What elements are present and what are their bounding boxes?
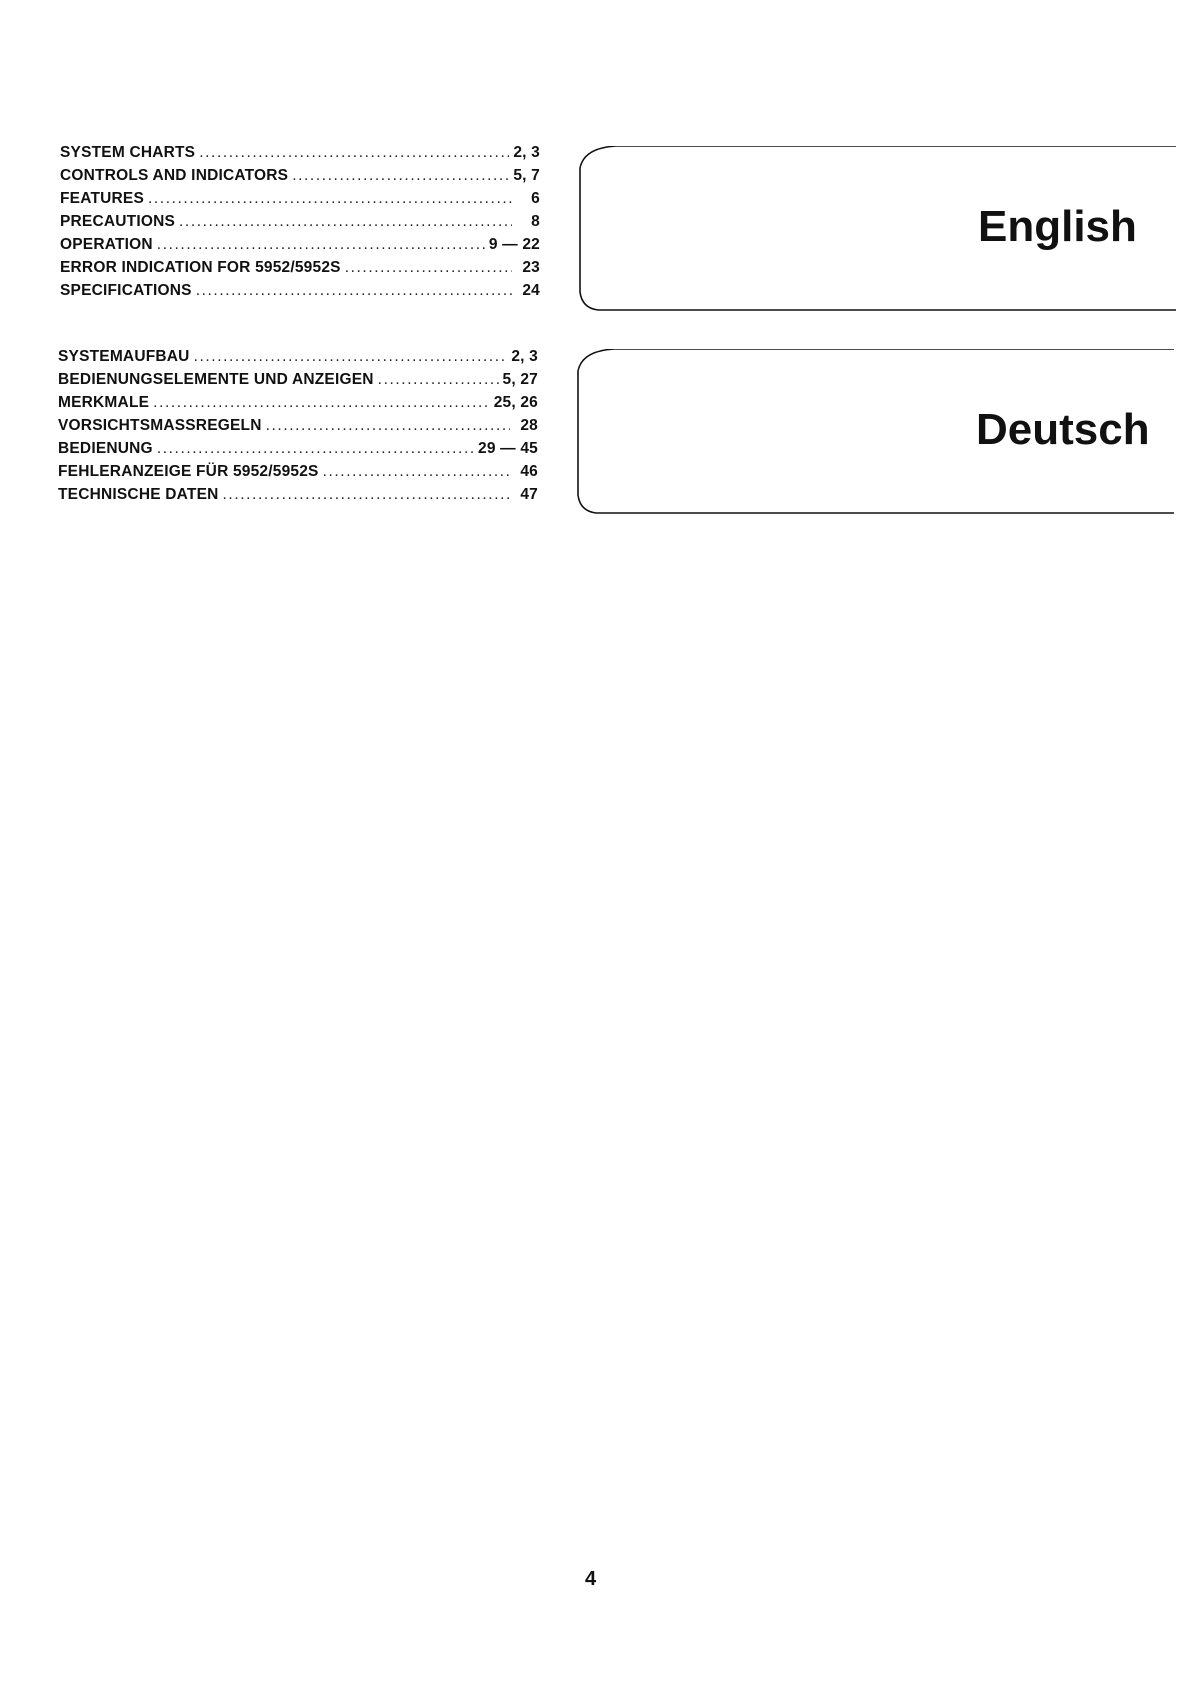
toc-entry[interactable] <box>58 371 538 394</box>
toc-english <box>60 144 540 305</box>
toc-dot-leader <box>153 394 490 412</box>
toc-entry-pages: 28 <box>520 417 538 434</box>
toc-entry-label: FEATURES <box>60 190 144 207</box>
toc-entry-label: CONTROLS AND INDICATORS <box>60 167 289 184</box>
toc-entry-pages: 25, 26 <box>493 394 538 411</box>
toc-entry[interactable] <box>58 463 538 486</box>
toc-dot-leader <box>157 236 485 254</box>
toc-entry-label: FEHLERANZEIGE FÜR 5952/5952S <box>58 463 319 480</box>
toc-entry-pages: 23 <box>522 259 540 276</box>
language-tab-deutsch <box>576 349 1176 517</box>
toc-entry-pages: 6 <box>531 190 540 207</box>
toc-entry[interactable] <box>58 486 538 509</box>
toc-entry-pages: 47 <box>520 486 538 503</box>
toc-entry-pages: 5, 27 <box>502 371 538 388</box>
language-title-english: English <box>978 202 1137 251</box>
toc-deutsch <box>58 348 538 509</box>
toc-entry[interactable] <box>58 394 538 417</box>
toc-dot-leader <box>345 259 512 277</box>
toc-entry-label: ERROR INDICATION FOR 5952/5952S <box>60 259 341 276</box>
toc-entry-label: SPECIFICATIONS <box>60 282 192 299</box>
toc-dot-leader <box>194 348 508 366</box>
toc-dot-leader <box>323 463 510 481</box>
toc-entry[interactable] <box>58 417 538 440</box>
toc-entry-label: SYSTEMAUFBAU <box>58 348 190 365</box>
language-title-deutsch: Deutsch <box>976 405 1150 454</box>
toc-entry[interactable] <box>60 259 540 282</box>
toc-entry[interactable] <box>60 190 540 213</box>
toc-dot-leader <box>199 144 509 162</box>
toc-entry-pages: 2, 3 <box>513 144 540 161</box>
toc-dot-leader <box>266 417 510 435</box>
toc-dot-leader <box>223 486 510 504</box>
toc-entry-label: VORSICHTSMASSREGELN <box>58 417 262 434</box>
language-tab-english <box>578 146 1178 314</box>
toc-entry[interactable] <box>60 236 540 259</box>
toc-entry-label: MERKMALE <box>58 394 150 411</box>
toc-entry-label: BEDIENUNG <box>58 440 153 457</box>
toc-entry-pages: 24 <box>522 282 540 299</box>
toc-entry[interactable] <box>58 440 538 463</box>
toc-entry[interactable] <box>58 348 538 371</box>
toc-entry[interactable] <box>60 167 540 190</box>
toc-entry-pages: 8 <box>531 213 540 230</box>
toc-entry-label: OPERATION <box>60 236 153 253</box>
toc-entry-label: BEDIENUNGSELEMENTE UND ANZEIGEN <box>58 371 374 388</box>
toc-dot-leader <box>157 440 474 458</box>
page-number: 4 <box>585 1568 597 1590</box>
toc-dot-leader <box>292 167 509 185</box>
toc-entry-pages: 9 — 22 <box>488 236 540 253</box>
toc-entry[interactable] <box>60 144 540 167</box>
toc-dot-leader <box>148 190 512 208</box>
toc-dot-leader <box>196 282 512 300</box>
toc-entry-pages: 29 — 45 <box>478 440 538 457</box>
toc-entry[interactable] <box>60 282 540 305</box>
toc-entry-label: SYSTEM CHARTS <box>60 144 196 161</box>
toc-dot-leader <box>378 371 499 389</box>
toc-entry[interactable] <box>60 213 540 236</box>
toc-entry-label: TECHNISCHE DATEN <box>58 486 219 503</box>
toc-entry-pages: 2, 3 <box>511 348 538 365</box>
toc-entry-label: PRECAUTIONS <box>60 213 176 230</box>
toc-entry-pages: 46 <box>520 463 538 480</box>
toc-entry-pages: 5, 7 <box>513 167 540 184</box>
toc-dot-leader <box>179 213 512 231</box>
